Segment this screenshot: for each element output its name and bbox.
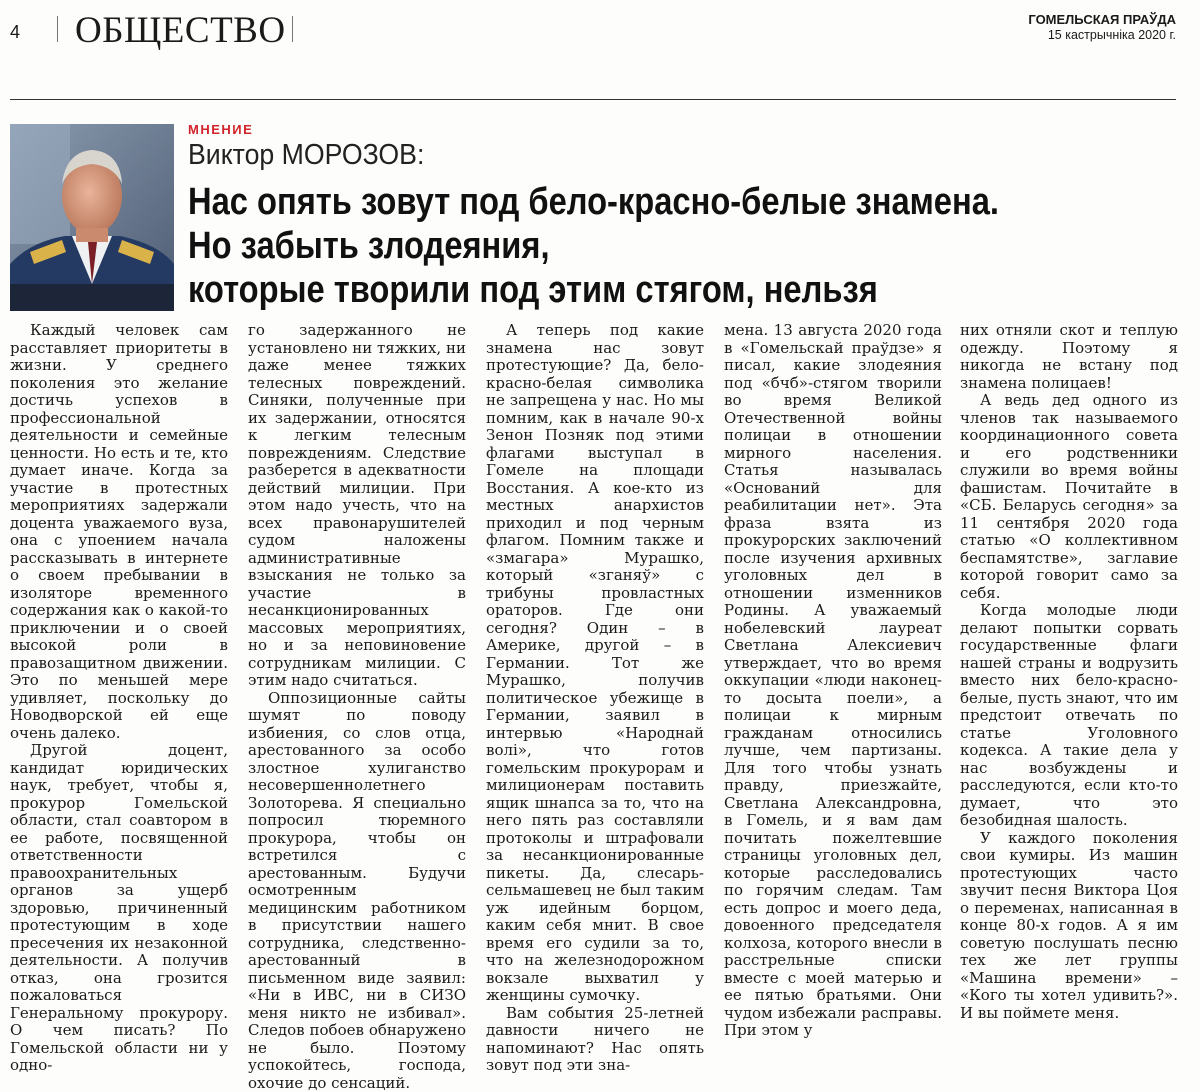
newspaper-name: ГОМЕЛЬСКАЯ ПРАЎДА [1028, 12, 1176, 27]
text-column-5 [960, 322, 1178, 1022]
text-column-4 [724, 322, 942, 1040]
paragraph: Каждый человек сам расставляет приоритеты в жизни. У среднего поколения это желание достичь успехов в профессиональной деятельности и семейные ценности. Но есть и те, кто думает иначе. Когда за участие в протестных мероприятиях задержали доцента уважаемого вуза, она с упоением начала рассказывать в интернете о своем пребывании в изоляторе временного содержания как о какой-то приключении и о своей высокой роли в правозащитном движении. Это по меньшей мере удивляет, поскольку до Новодворской ей еще очень далеко. [10, 322, 228, 742]
article-rubric: МНЕНИЕ [188, 122, 253, 137]
paragraph: Вам события 25-летней давности ничего не напоминают? Нас опять зовут под эти зна- [486, 1005, 704, 1075]
paragraph: мена. 13 августа 2020 года в «Гомельскай праўдзе» я писал, какие злодеяния под «бчб»-стягом творили во время Великой Отечественной войны полицаи в отношении мирного населения. Статья называлась «Оснований для реабилитации нет». Эта фраза взята из прокурорских заключений после изучения архивных уголовных дел в отношении изменников Родины. А уважаемый нобелевский лауреат Светлана Алексиевич утверждает, что во время оккупации «люди наконец-то досыта поели», а полицаи к мирным гражданам относились лучше, чем партизаны. Для того чтобы узнать правду, приезжайте, Светлана Александровна, в Гомель, и я вам дам почитать пожелтевшие страницы уголовных дел, которые расследовались по горячим следам. Там есть допрос и моего деда, довоенного председателя колхоза, которого внесли в расстрельные списки вместе с моей матерью и ее пятью братьями. Они чудом избежали расправы. При этом у [724, 322, 942, 1040]
paragraph: них отняли скот и теплую одежду. Поэтому я никогда не встану под знамена полицаев! [960, 322, 1178, 392]
paragraph: Оппозиционные сайты шумят по поводу избиения, со слов отца, арестованного за особо злостное хулиганство несовершеннолетнего Золоторева. Я специально попросил тюремного прокурора, чтобы он встретился с арестованным. Будучи осмотренным медицинским работником в присутствии нашего сотрудника, следственно-арестованный в письменном виде заявил: «Ни в ИВС, ни в СИЗО меня никто не избивал». Следов побоев обнаружено не было. Поэтому успокойтесь, господа, охочие до сенсаций. [248, 690, 466, 1092]
page-header [0, 0, 1200, 60]
article-headline [188, 180, 1039, 312]
header-divider [292, 16, 293, 42]
author-portrait [10, 124, 174, 311]
issue-date: 15 кастрычніка 2020 г. [1048, 28, 1176, 42]
article-body [10, 322, 1180, 820]
text-column-2 [248, 322, 466, 1092]
paragraph: А ведь дед одного из членов так называемого координационного совета и его родственники служили во время войны фашистам. Почитайте в «СБ. Беларусь сегодня» за 11 сентября 2020 года статью «О коллективном беспамятстве», заглавие которой говорит само за себя. [960, 392, 1178, 602]
author-portrait-icon [10, 124, 174, 311]
headline-line: Но забыть злодеяния, [188, 224, 1039, 268]
text-column-1 [10, 322, 228, 1075]
paragraph: го задержанного не установлено ни тяжких, ни даже менее тяжких телесных повреждений. Синяки, полученные при их задержании, относятся к легким телесным повреждениям. Следствие разберется в адекватности действий милиции. При этом надо учесть, что на всех правонарушителей судом наложены административные взыскания не только за участие в несанкционированных массовых мероприятиях, но и за неповиновение сотрудникам милиции. С этим надо считаться. [248, 322, 466, 690]
text-column-3 [486, 322, 704, 1075]
article-author: Виктор МОРОЗОВ: [188, 139, 424, 172]
headline-line: которые творили под этим стягом, нельзя [188, 268, 1039, 312]
header-divider [57, 16, 58, 42]
page-number: 4 [10, 22, 20, 43]
paragraph: Когда молодые люди делают попытки сорвать государственные флаги нашей страны и водрузить вместо них бело-красно-белые, пусть знают, что им предстоит отвечать по статье Уголовного кодекса. А такие дела у нас возбуждены и расследуются, если кто-то думает, что это безобидная шалость. [960, 602, 1178, 830]
paragraph: У каждого поколения свои кумиры. Из машин протестующих часто звучит песня Виктора Цоя о переменах, написанная в конце 80-х годов. А я им советую послушать песню тех же лет группы «Машина времени» – «Кого ты хотел удивить?». И вы поймете меня. [960, 830, 1178, 1023]
section-title: ОБЩЕСТВО [75, 9, 286, 52]
paragraph: Другой доцент, кандидат юридических наук, требует, чтобы я, прокурор Гомельской области, стал соавтором в ее работе, посвященной ответственности правоохранительных органов за ущерб здоровью, причиненный протестующим в ходе пресечения их незаконной деятельности. А получив отказ, она грозится пожаловаться Генеральному прокурору. О чем писать? По Гомельской области ни у одно- [10, 742, 228, 1075]
header-rule [10, 99, 1176, 100]
headline-line: Нас опять зовут под бело-красно-белые знамена. [188, 180, 1039, 224]
paragraph: А теперь под какие знамена нас зовут протестующие? Да, бело-красно-белая символика не запрещена у нас. Но мы помним, как в начале 90-х Зенон Позняк под этими флагами выступал в Гомеле на площади Восстания. А кое-кто из местных анархистов приходил и под черным флагом. Помним также и «змагара» Мурашко, который «зганяў» с трибуны провластных ораторов. Где они сегодня? Один – в Америке, другой – в Германии. Тот же Мурашко, получив политическое убежище в Германии, заявил в интервью «Народнай волі», что готов гомельским прокурорам и милиционерам поставить ящик шнапса за то, что на него пять раз составляли протоколы и штрафовали за несанкционированные пикеты. Да, слесарь-сельмашевец не был таким уж идейным борцом, каким себя мнит. В свое время его судили за то, что на железнодорожном вокзале выхватил у женщины сумочку. [486, 322, 704, 1005]
